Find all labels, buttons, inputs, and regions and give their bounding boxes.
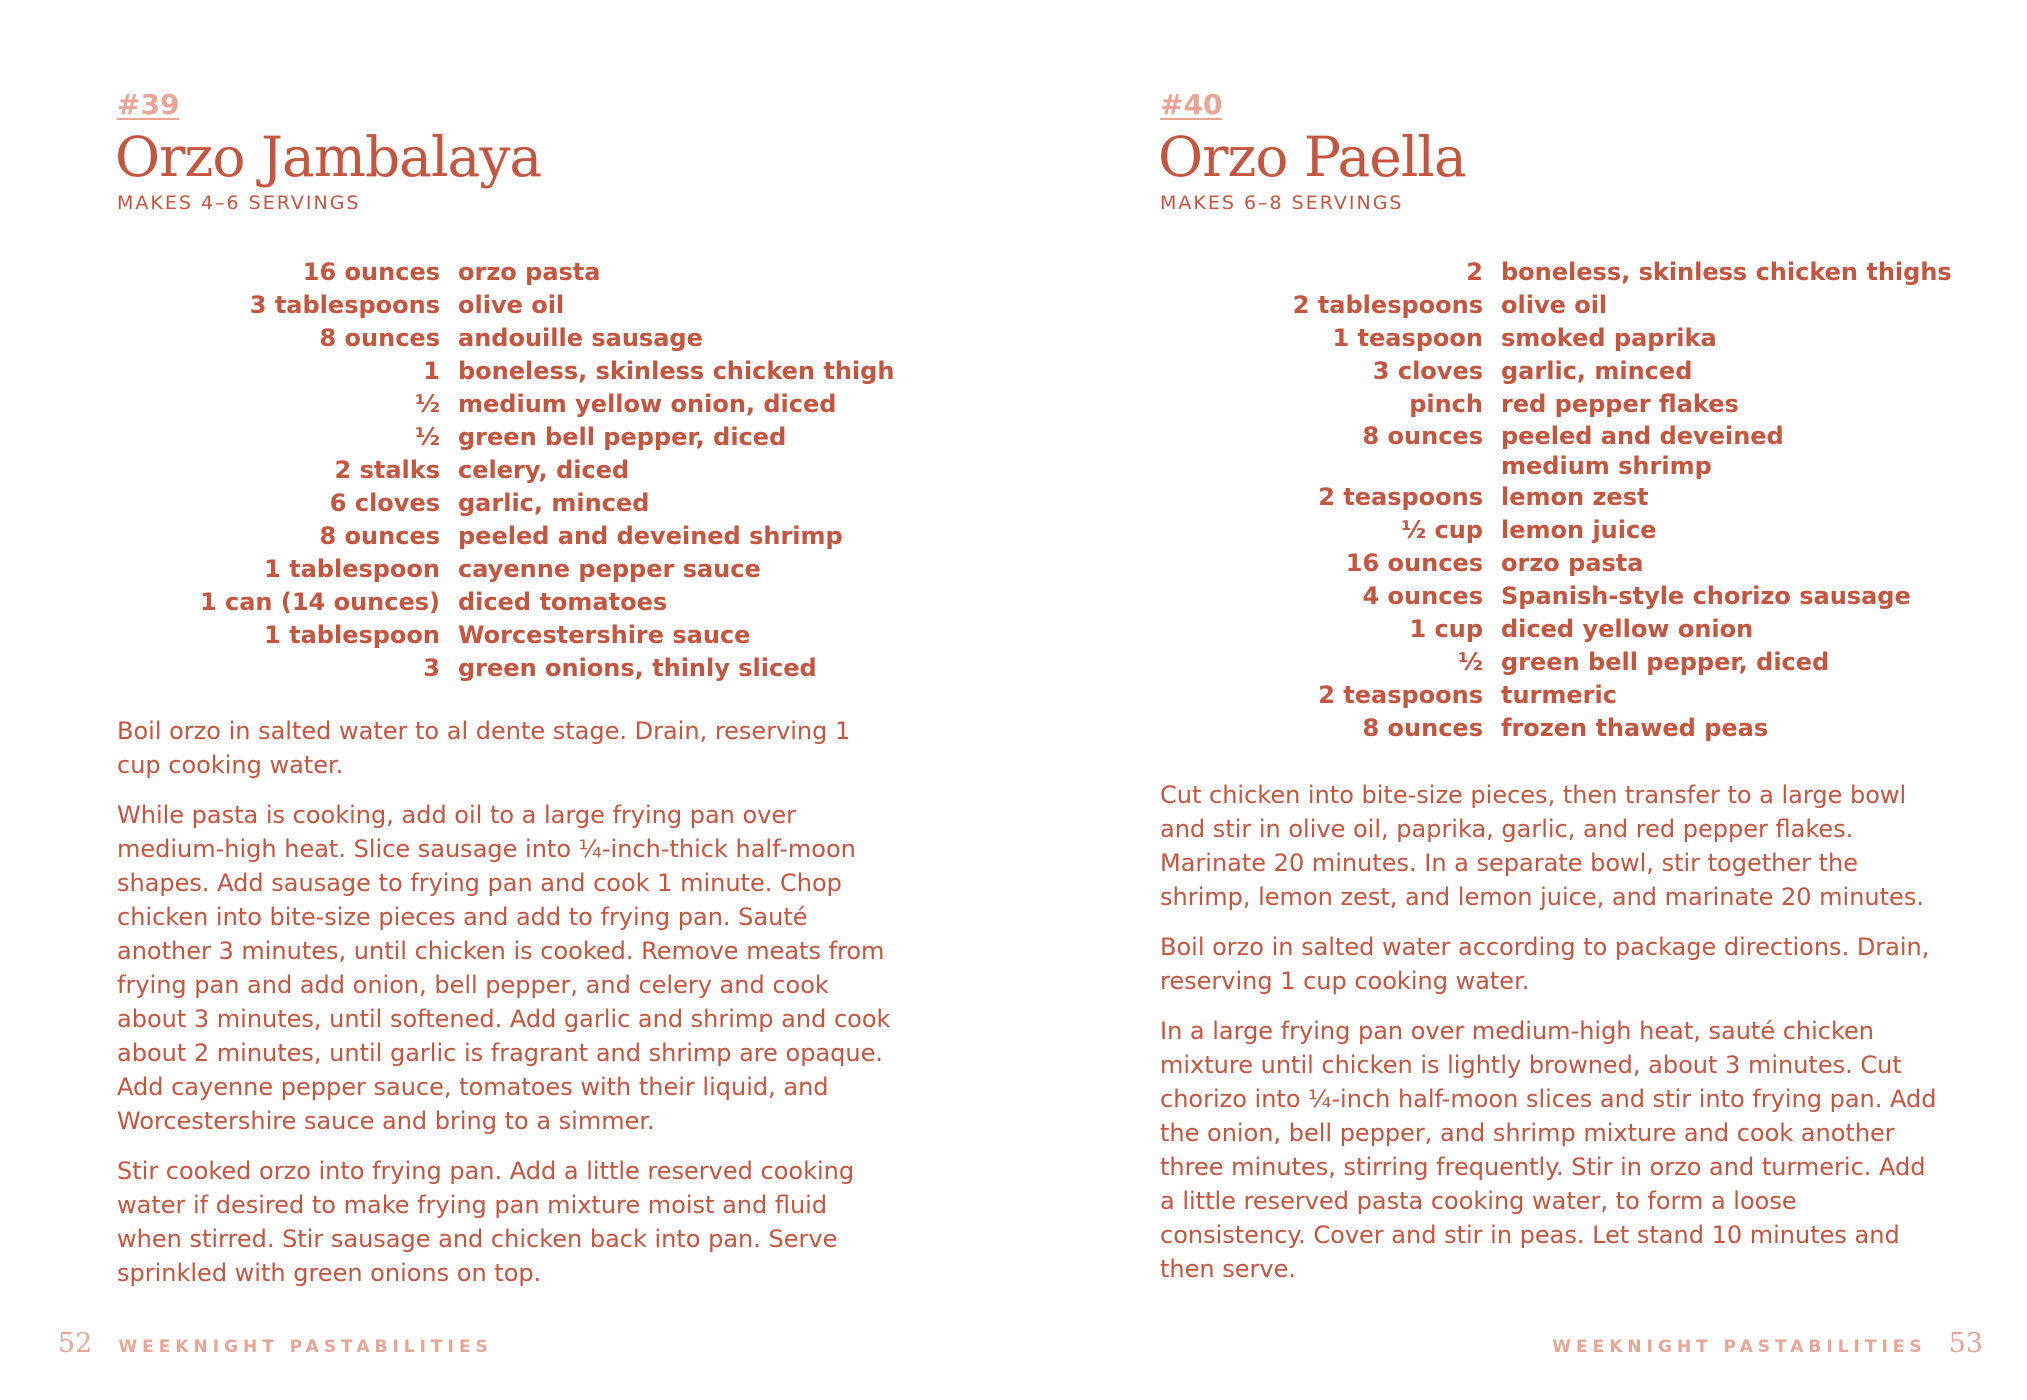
ingredient-qty: ½ cup (1401, 516, 1483, 544)
ingredient-row (1160, 256, 1952, 289)
ingredient-item: boneless, skinless chicken thigh (458, 357, 895, 385)
ingredient-item: olive oil (458, 291, 565, 319)
ingredient-row (117, 454, 894, 487)
ingredient-item: medium yellow onion, diced (458, 390, 837, 418)
ingredient-row (117, 322, 894, 355)
ingredient-qty: 16 ounces (302, 258, 440, 286)
right-page (1013, 0, 2027, 1400)
ingredient-qty: 1 teaspoon (1332, 324, 1483, 352)
ingredient-qty: 2 tablespoons (1292, 291, 1483, 319)
ingredient-row (117, 388, 894, 421)
ingredient-qty: 1 (423, 357, 440, 385)
instructions (1160, 778, 1945, 1302)
ingredients-list (117, 256, 894, 685)
ingredient-qty: 1 tablespoon (264, 555, 440, 583)
instruction-paragraph: Boil orzo in salted water to al dente stage. Drain, reserving 1 cup cooking water. (117, 717, 851, 779)
ingredient-row (1160, 613, 1952, 646)
ingredient-row (1160, 646, 1952, 679)
ingredient-row (117, 619, 894, 652)
instruction-paragraph: Stir cooked orzo into frying pan. Add a little reserved cooking water if desired to make frying pan mixture moist and fluid when stirred. Stir sausage and chicken back into pan. Serve sprinkled with green onions on top. (117, 1157, 855, 1287)
ingredient-qty: 2 (1466, 258, 1483, 286)
instructions (117, 714, 892, 1306)
ingredient-qty: 1 can (14 ounces) (199, 588, 440, 616)
ingredient-row (117, 520, 894, 553)
ingredient-row (117, 553, 894, 586)
instruction-paragraph: Cut chicken into bite-size pieces, then transfer to a large bowl and stir in olive oil, paprika, garlic, and red pepper flakes. Marinate 20 minutes. In a separate bowl, stir together the shrimp, lemon zest, and lemon juice, and marinate 20 minutes. (1160, 781, 1924, 911)
servings-label: MAKES 6–8 SERVINGS (1160, 192, 1404, 214)
ingredient-item: celery, diced (458, 456, 630, 484)
ingredient-row (117, 289, 894, 322)
ingredient-item: lemon zest (1501, 483, 1649, 511)
ingredient-row (1160, 481, 1952, 514)
ingredient-item: orzo pasta (458, 258, 601, 286)
running-head: WEEKNIGHT PASTABILITIES (1552, 1337, 1927, 1357)
ingredient-row (117, 652, 894, 685)
ingredient-qty: 3 cloves (1372, 357, 1483, 385)
ingredient-row (1160, 712, 1952, 745)
recipe-number: #40 (1160, 88, 1223, 121)
ingredient-qty: 4 ounces (1362, 582, 1483, 610)
servings-label: MAKES 4–6 SERVINGS (117, 192, 361, 214)
page-number: 52 (58, 1328, 93, 1359)
page-number: 53 (1948, 1328, 1983, 1359)
ingredient-item: garlic, minced (1501, 357, 1693, 385)
recipe-number: #39 (117, 88, 180, 121)
ingredient-item: green bell pepper, diced (458, 423, 787, 451)
instruction-paragraph: While pasta is cooking, add oil to a large frying pan over medium-high heat. Slice sausage into ¼-inch-thick half-moon shapes. Add sausage to frying pan and cook 1 minute. Chop chicken into bite-size pieces and add to frying pan. Sauté another 3 minutes, until chicken is cooked. Remove meats from frying pan and add onion, bell pepper, and celery and cook about 3 minutes, until softened. Add garlic and shrimp and cook about 2 minutes, until garlic is fragrant and shrimp are opaque. Add cayenne pepper sauce, tomatoes with their liquid, and Worcestershire sauce and bring to a simmer. (117, 801, 891, 1135)
ingredient-item: green bell pepper, diced (1501, 648, 1830, 676)
ingredient-qty: 1 cup (1409, 615, 1483, 643)
ingredients-list (1160, 256, 1952, 745)
ingredient-item: Spanish-style chorizo sausage (1501, 582, 1911, 610)
ingredient-item: turmeric (1501, 681, 1617, 709)
ingredient-qty: 2 stalks (334, 456, 440, 484)
ingredient-item: peeled and deveined medium shrimp (1501, 422, 1784, 480)
ingredient-item: orzo pasta (1501, 549, 1644, 577)
ingredient-row (117, 487, 894, 520)
running-head: WEEKNIGHT PASTABILITIES (118, 1337, 493, 1357)
ingredient-qty: ½ (1458, 648, 1483, 676)
ingredient-row (117, 256, 894, 289)
ingredient-qty: 8 ounces (1362, 714, 1483, 742)
ingredient-qty: 3 tablespoons (249, 291, 440, 319)
ingredient-item: boneless, skinless chicken thighs (1501, 258, 1952, 286)
ingredient-qty: 8 ounces (1362, 422, 1483, 450)
ingredient-item: smoked paprika (1501, 324, 1717, 352)
ingredient-item: cayenne pepper sauce (458, 555, 761, 583)
ingredient-item: andouille sausage (458, 324, 703, 352)
ingredient-row (1160, 547, 1952, 580)
ingredient-qty: pinch (1409, 390, 1483, 418)
ingredient-row (117, 421, 894, 454)
ingredient-item: garlic, minced (458, 489, 650, 517)
left-page (0, 0, 1013, 1400)
ingredient-qty: 8 ounces (319, 324, 440, 352)
recipe-title: Orzo Paella (1158, 125, 1466, 189)
ingredient-row (1160, 514, 1952, 547)
ingredient-row (117, 586, 894, 619)
ingredient-item: lemon juice (1501, 516, 1657, 544)
ingredient-item: olive oil (1501, 291, 1608, 319)
ingredient-row (1160, 289, 1952, 322)
ingredient-qty: ½ (415, 423, 440, 451)
ingredient-row (1160, 679, 1952, 712)
ingredient-item: red pepper flakes (1501, 390, 1739, 418)
ingredient-qty: 8 ounces (319, 522, 440, 550)
ingredient-qty: 2 teaspoons (1318, 681, 1483, 709)
ingredient-qty: 1 tablespoon (264, 621, 440, 649)
ingredient-item: peeled and deveined shrimp (458, 522, 843, 550)
ingredient-row (1160, 580, 1952, 613)
ingredient-qty: 3 (423, 654, 440, 682)
ingredient-item: diced tomatoes (458, 588, 668, 616)
instruction-paragraph: Boil orzo in salted water according to package directions. Drain, reserving 1 cup cooking water. (1160, 933, 1930, 995)
ingredient-qty: ½ (415, 390, 440, 418)
ingredient-row (117, 355, 894, 388)
ingredient-qty: 2 teaspoons (1318, 483, 1483, 511)
recipe-title: Orzo Jambalaya (115, 125, 542, 189)
ingredient-item: Worcestershire sauce (458, 621, 751, 649)
ingredient-item: green onions, thinly sliced (458, 654, 817, 682)
ingredient-item: diced yellow onion (1501, 615, 1754, 643)
ingredient-qty: 6 cloves (329, 489, 440, 517)
ingredient-qty: 16 ounces (1345, 549, 1483, 577)
ingredient-row (1160, 421, 1952, 481)
page-footer (1552, 1328, 1983, 1359)
ingredient-row (1160, 355, 1952, 388)
ingredient-row (1160, 388, 1952, 421)
page-footer (58, 1328, 493, 1359)
ingredient-row (1160, 322, 1952, 355)
instruction-paragraph: In a large frying pan over medium-high heat, sauté chicken mixture until chicken is lightly browned, about 3 minutes. Cut chorizo into ¼-inch half-moon slices and stir into frying pan. Add the onion, bell pepper, and shrimp mixture and cook another three minutes, stirring frequently. Stir in orzo and turmeric. Add a little reserved pasta cooking water, to form a loose consistency. Cover and stir in peas. Let stand 10 minutes and then serve. (1160, 1017, 1937, 1283)
ingredient-item: frozen thawed peas (1501, 714, 1769, 742)
